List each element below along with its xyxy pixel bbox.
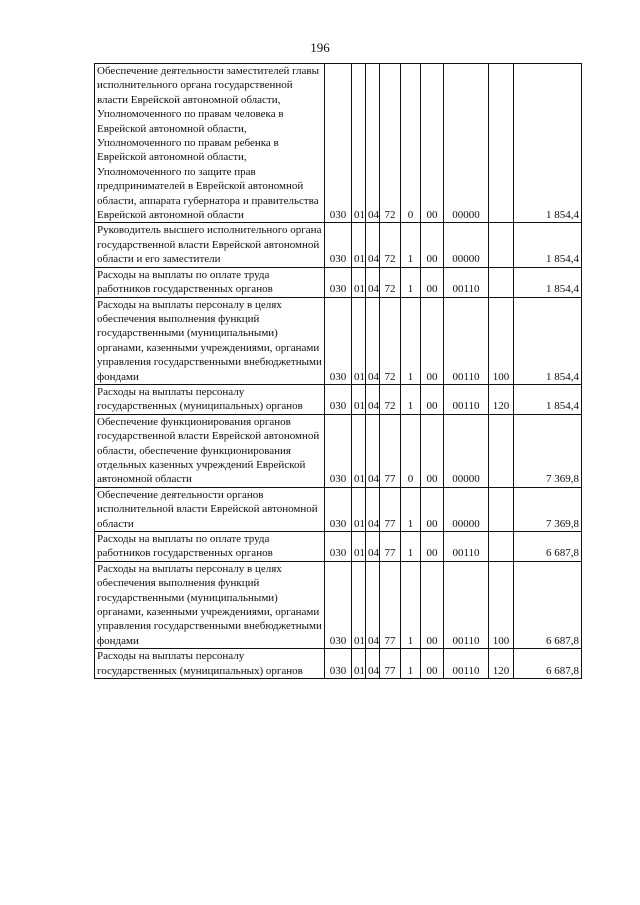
direction-code: 00000 <box>444 414 489 487</box>
table-row <box>95 649 582 679</box>
section-code: 01 <box>352 532 366 562</box>
direction-code: 00110 <box>444 297 489 384</box>
subsection-code: 04 <box>366 64 380 223</box>
ministry-code: 030 <box>325 649 352 679</box>
direction-code: 00110 <box>444 267 489 297</box>
amount: 1 854,4 <box>514 297 582 384</box>
subprogram-code: 1 <box>401 223 421 267</box>
amount: 1 854,4 <box>514 267 582 297</box>
table-row <box>95 561 582 648</box>
expense-type-code <box>489 64 514 223</box>
expense-type-code <box>489 267 514 297</box>
amount: 1 854,4 <box>514 64 582 223</box>
subsection-code: 04 <box>366 561 380 648</box>
table-row <box>95 532 582 562</box>
subsection-code: 04 <box>366 297 380 384</box>
subsection-code: 04 <box>366 384 380 414</box>
amount: 6 687,8 <box>514 561 582 648</box>
subprogram-code: 1 <box>401 384 421 414</box>
subprogram-code: 0 <box>401 64 421 223</box>
expense-type-code: 100 <box>489 561 514 648</box>
direction-code: 00000 <box>444 223 489 267</box>
program-code: 77 <box>380 414 401 487</box>
program-code: 77 <box>380 487 401 531</box>
row-name: Расходы на выплаты персоналу государственных (муниципальных) органов <box>95 649 325 679</box>
row-name: Обеспечение функционирования органов государственной власти Еврейской автономной области, обеспечение функционирования отдельных казенных учреждений Еврейской автономной области <box>95 414 325 487</box>
subsection-code: 04 <box>366 487 380 531</box>
ministry-code: 030 <box>325 532 352 562</box>
direction-code: 00000 <box>444 64 489 223</box>
direction-code: 00110 <box>444 532 489 562</box>
section-code: 01 <box>352 487 366 531</box>
ministry-code: 030 <box>325 487 352 531</box>
program-code: 72 <box>380 64 401 223</box>
subsection-code: 04 <box>366 414 380 487</box>
subprogram-code: 1 <box>401 297 421 384</box>
section-code: 01 <box>352 414 366 487</box>
amount: 6 687,8 <box>514 532 582 562</box>
main-event-code: 00 <box>421 532 444 562</box>
main-event-code: 00 <box>421 384 444 414</box>
table-row <box>95 223 582 267</box>
ministry-code: 030 <box>325 561 352 648</box>
table-row <box>95 267 582 297</box>
section-code: 01 <box>352 649 366 679</box>
direction-code: 00000 <box>444 487 489 531</box>
subsection-code: 04 <box>366 532 380 562</box>
table-row <box>95 384 582 414</box>
amount: 1 854,4 <box>514 384 582 414</box>
direction-code: 00110 <box>444 649 489 679</box>
ministry-code: 030 <box>325 297 352 384</box>
main-event-code: 00 <box>421 267 444 297</box>
section-code: 01 <box>352 223 366 267</box>
program-code: 72 <box>380 267 401 297</box>
subprogram-code: 1 <box>401 267 421 297</box>
ministry-code: 030 <box>325 64 352 223</box>
table-row <box>95 297 582 384</box>
program-code: 72 <box>380 223 401 267</box>
row-name: Расходы на выплаты персоналу в целях обеспечения выполнения функций государственными (муниципальными) органами, казенными учреждениями, органами управления государственными внебюджетными фондами <box>95 297 325 384</box>
ministry-code: 030 <box>325 267 352 297</box>
main-event-code: 00 <box>421 223 444 267</box>
amount: 7 369,8 <box>514 487 582 531</box>
row-name: Обеспечение деятельности заместителей главы исполнительного органа государственной власти Еврейской автономной области, Уполномоченного по правам человека в Еврейской автономной области, Уполномоченного по правам ребенка в Еврейской автономной области, Уполномоченного по защите прав предпринимателей в Еврейской автономной области, аппарата губернатора и правительства Еврейской автономной области <box>95 64 325 223</box>
row-name: Обеспечение деятельности органов исполнительной власти Еврейской автономной области <box>95 487 325 531</box>
main-event-code: 00 <box>421 649 444 679</box>
subsection-code: 04 <box>366 223 380 267</box>
subsection-code: 04 <box>366 267 380 297</box>
subprogram-code: 1 <box>401 487 421 531</box>
main-event-code: 00 <box>421 487 444 531</box>
amount: 6 687,8 <box>514 649 582 679</box>
row-name: Расходы на выплаты персоналу в целях обеспечения выполнения функций государственными (муниципальными) органами, казенными учреждениями, органами управления государственными внебюджетными фондами <box>95 561 325 648</box>
budget-table <box>94 63 582 679</box>
section-code: 01 <box>352 384 366 414</box>
expense-type-code <box>489 414 514 487</box>
section-code: 01 <box>352 267 366 297</box>
amount: 7 369,8 <box>514 414 582 487</box>
expense-type-code: 120 <box>489 649 514 679</box>
section-code: 01 <box>352 297 366 384</box>
program-code: 77 <box>380 649 401 679</box>
subprogram-code: 1 <box>401 561 421 648</box>
section-code: 01 <box>352 561 366 648</box>
table-body <box>95 64 582 679</box>
subprogram-code: 1 <box>401 532 421 562</box>
expense-type-code: 120 <box>489 384 514 414</box>
expense-type-code <box>489 487 514 531</box>
table-row <box>95 487 582 531</box>
direction-code: 00110 <box>444 384 489 414</box>
page-number: 196 <box>310 40 330 55</box>
ministry-code: 030 <box>325 384 352 414</box>
program-code: 77 <box>380 532 401 562</box>
program-code: 72 <box>380 384 401 414</box>
amount: 1 854,4 <box>514 223 582 267</box>
row-name: Расходы на выплаты по оплате труда работников государственных органов <box>95 267 325 297</box>
expense-type-code: 100 <box>489 297 514 384</box>
main-event-code: 00 <box>421 414 444 487</box>
row-name: Руководитель высшего исполнительного органа государственной власти Еврейской автономной области и его заместители <box>95 223 325 267</box>
section-code: 01 <box>352 64 366 223</box>
ministry-code: 030 <box>325 223 352 267</box>
row-name: Расходы на выплаты по оплате труда работников государственных органов <box>95 532 325 562</box>
main-event-code: 00 <box>421 561 444 648</box>
expense-type-code <box>489 223 514 267</box>
program-code: 77 <box>380 561 401 648</box>
subprogram-code: 1 <box>401 649 421 679</box>
subprogram-code: 0 <box>401 414 421 487</box>
expense-type-code <box>489 532 514 562</box>
table-row <box>95 64 582 223</box>
program-code: 72 <box>380 297 401 384</box>
main-event-code: 00 <box>421 64 444 223</box>
row-name: Расходы на выплаты персоналу государственных (муниципальных) органов <box>95 384 325 414</box>
direction-code: 00110 <box>444 561 489 648</box>
subsection-code: 04 <box>366 649 380 679</box>
ministry-code: 030 <box>325 414 352 487</box>
main-event-code: 00 <box>421 297 444 384</box>
table-row <box>95 414 582 487</box>
